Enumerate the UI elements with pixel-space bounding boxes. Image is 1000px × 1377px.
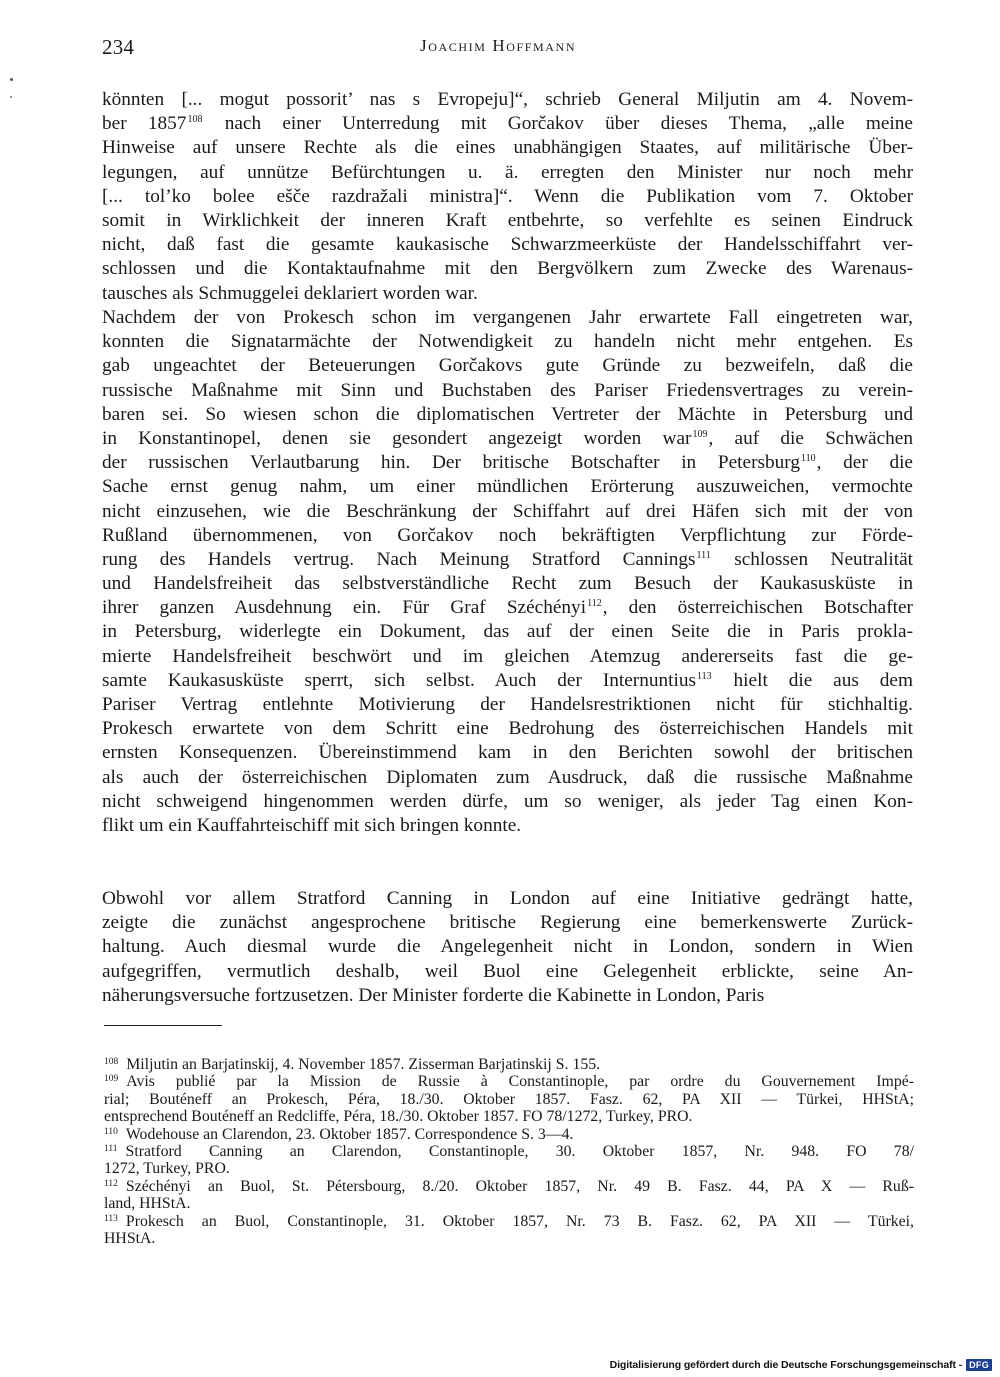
margin-speck xyxy=(10,78,13,81)
footnote-line xyxy=(104,1126,914,1143)
running-head-author: Joachim Hoffmann xyxy=(420,36,577,55)
footnote-reference: 113 xyxy=(697,670,712,682)
text-line: Pariser Vertrag entlehnte Motivierung der Handelsrestriktionen nicht für stichhaltig. xyxy=(102,694,913,715)
footnote-reference: 111 xyxy=(696,549,711,561)
text-span: , auf die Schwächen xyxy=(708,427,913,449)
footnote-number: 110 xyxy=(104,1126,118,1137)
footnote-reference: 112 xyxy=(587,598,602,610)
text-line: baren sei. So wiesen schon die diplomatischen Vertreter der Mächte in Petersburg und xyxy=(102,403,913,425)
text-line: näherungsversuche fortzusetzen. Der Minister forderte die Kabinette in London, Paris xyxy=(102,984,765,1006)
footnote-number: 108 xyxy=(104,1057,119,1067)
text-line xyxy=(102,548,913,572)
footnote-line xyxy=(104,1073,914,1090)
text-line: Hinweise auf unsere Rechte als die eines unabhängigen Staates, auf militärische Über- xyxy=(102,137,913,159)
text-line: aufgegriffen, vermutlich deshalb, weil Buol eine Gelegenheit erblickte, seine An- xyxy=(102,960,913,982)
digitization-credit xyxy=(610,1359,992,1371)
text-line xyxy=(102,112,913,136)
footnote-text: HHStA. xyxy=(104,1229,156,1247)
paragraph-2 xyxy=(102,306,913,838)
text-line: Obwohl vor allem Stratford Canning in London auf eine Initiative gedrängt hatte, xyxy=(102,888,913,909)
footnote-text: Avis publié par la Mission de Russie à Constantinople, par ordre du Gouvernement Impé- xyxy=(126,1073,914,1091)
text-span: in Konstantinopel, denen sie gesondert angezeigt worden war xyxy=(102,427,692,449)
footnote-line xyxy=(104,1178,914,1195)
text-span: der russischen Verlautbarung hin. Der britische Botschafter in Petersburg xyxy=(102,452,800,474)
footnotes xyxy=(104,1056,914,1247)
footnote-text: rial; Bouténeff an Prokesch, Péra, 18./30. Oktober 1857. Fasz. 62, PA XII — Türkei, HHStA; xyxy=(104,1090,914,1108)
footnote-text: land, HHStA. xyxy=(104,1195,191,1213)
text-line xyxy=(102,669,913,693)
text-span: ihrer ganzen Ausdehnung ein. Für Graf Széchényi xyxy=(102,597,587,619)
page-number: 234 xyxy=(102,35,135,59)
text-line: mierte Handelsfreiheit beschwört und im gleichen Atemzug andererseits fast die ge- xyxy=(102,645,913,667)
footnote-text: Miljutin an Barjatinskij, 4. November 1857. Zisserman Barjatinskij S. 155. xyxy=(126,1056,601,1073)
footnote-line xyxy=(104,1160,914,1177)
footnote-text: Stratford Canning an Clarendon, Constantinople, 30. Oktober 1857, Nr. 948. FO 78/ xyxy=(125,1142,914,1160)
text-line xyxy=(102,451,913,475)
footnote-reference: 108 xyxy=(187,114,203,126)
text-line: zeigte die zunächst angesprochene britische Regierung eine bemerkenswerte Zurück- xyxy=(102,912,913,934)
text-line: konnten die Signatarmächte der Notwendigkeit zu handeln nicht mehr entgehen. Es xyxy=(102,331,913,353)
footnote-number: 113 xyxy=(104,1213,118,1224)
footnote-number: 111 xyxy=(104,1143,118,1154)
text-line: in Petersburg, widerlegte ein Dokument, das auf der einen Seite die in Paris prokla- xyxy=(102,621,913,643)
footnote-text: 1272, Turkey, PRO. xyxy=(104,1160,230,1178)
text-line: ernsten Konsequenzen. Übereinstimmend kam in den Berichten sowohl der britischen xyxy=(102,742,913,764)
text-line: nicht schweigend hingenommen werden dürfe, um so weniger, als jeder Tag einen Kon- xyxy=(102,790,913,812)
text-span: , den österreichischen Botschafter xyxy=(602,597,913,619)
text-line: haltung. Auch diesmal wurde die Angelegenheit nicht in London, sondern in Wien xyxy=(102,936,913,958)
text-span: ber 1857 xyxy=(102,113,187,135)
margin-speck xyxy=(10,96,12,98)
footnote-number: 112 xyxy=(104,1178,118,1189)
text-line: Nachdem der von Prokesch schon im vergangenen Jahr erwartete Fall eingetreten war, xyxy=(102,307,913,328)
footnote-line xyxy=(104,1143,914,1160)
text-line xyxy=(102,427,913,451)
text-line: schlossen und die Kontaktaufnahme mit den Bergvölkern zum Zwecke des Warenaus- xyxy=(102,258,913,280)
text-line: tausches als Schmuggelei deklariert worden war. xyxy=(102,282,478,304)
footnote-separator xyxy=(104,1025,222,1026)
text-line: Sache ernst genug nahm, um einer mündlichen Erörterung auszuweichen, vermochte xyxy=(102,476,913,498)
text-span: rung des Handels vertrug. Nach Meinung Stratford Cannings xyxy=(102,548,696,570)
footnote-line xyxy=(104,1056,914,1073)
footnote-text: Wodehouse an Clarendon, 23. Oktober 1857. Correspondence S. 3—4. xyxy=(125,1125,574,1143)
text-span: , der die xyxy=(816,452,913,474)
footnote-text: Prokesch an Buol, Constantinople, 31. Oktober 1857, Nr. 73 B. Fasz. 62, PA XII — Türkei, xyxy=(125,1212,914,1230)
footnote-reference: 110 xyxy=(801,453,816,465)
footnote-line xyxy=(104,1195,914,1212)
footnote-reference: 109 xyxy=(692,428,708,440)
text-line: Prokesch erwartete von dem Schritt eine Bedrohung des österreichischen Handels mit xyxy=(102,718,913,740)
text-line: russische Maßnahme mit Sinn und Buchstaben des Pariser Friedensvertrages zu verein- xyxy=(102,379,913,401)
text-line: könnten [... mogut possorit’ nas s Evropeju]“, schrieb General Miljutin am 4. Novem- xyxy=(102,89,913,110)
text-line: flikt um ein Kauffahrteischiff mit sich bringen konnte. xyxy=(102,814,522,836)
footnote-text: Széchényi an Buol, St. Pétersbourg, 8./20. Oktober 1857, Nr. 49 B. Fasz. 44, PA X — Ruß- xyxy=(125,1177,914,1195)
text-line: Rußland übernommenen, von Gorčakov noch bekräftigten Verpflichtung zur Förde- xyxy=(102,524,913,546)
text-span: schlossen Neutralität xyxy=(711,548,913,570)
footnote-line xyxy=(104,1108,914,1125)
dfg-logo: DFG xyxy=(966,1359,992,1371)
footnote-line xyxy=(104,1230,914,1247)
text-span: nach einer Unterredung mit Gorčakov über dieses Thema, „alle meine xyxy=(203,113,913,135)
text-line: als auch der österreichischen Diplomaten zum Ausdruck, daß die russische Maßnahme xyxy=(102,766,913,788)
footnote-number: 109 xyxy=(104,1074,119,1085)
footnote-line xyxy=(104,1091,914,1108)
text-span: samte Kaukasusküste sperrt, sich selbst. Auch der Internuntius xyxy=(102,669,696,691)
text-line xyxy=(102,596,913,620)
text-span: hielt die aus dem xyxy=(712,669,913,691)
text-line: nicht, daß fast die gesamte kaukasische Schwarzmeerküste der Handelsschiffahrt ver- xyxy=(102,234,913,256)
footnote-line xyxy=(104,1213,914,1230)
text-line: [... tol’ko bolee ešče razdražali ministra]“. Wenn die Publikation vom 7. Oktober xyxy=(102,185,913,207)
paragraph-1 xyxy=(102,88,913,306)
paragraph-3 xyxy=(102,887,913,1008)
text-line: somit in Wirklichkeit der inneren Kraft entbehrte, so verfehlte es seinen Eindruck xyxy=(102,209,913,231)
footnote-text: entsprechend Bouténeff an Redcliffe, Péra, 18./30. Oktober 1857. FO 78/1272, Turkey, PRO. xyxy=(104,1108,693,1126)
text-line: legungen, auf unnütze Befürchtungen u. ä. erregten den Minister nur noch mehr xyxy=(102,161,913,183)
credit-text: Digitalisierung gefördert durch die Deutsche Forschungsgemeinschaft - xyxy=(609,1359,963,1371)
text-line: gab ungeachtet der Beteuerungen Gorčakovs gute Gründe zu bezweifeln, daß die xyxy=(102,355,913,377)
text-line: und Handelsfreiheit das selbstverständliche Recht zum Besuch der Kaukasusküste in xyxy=(102,573,913,595)
text-line: nicht einzusehen, wie die Beschränkung der Schiffahrt auf drei Häfen sich mit der von xyxy=(102,500,913,522)
